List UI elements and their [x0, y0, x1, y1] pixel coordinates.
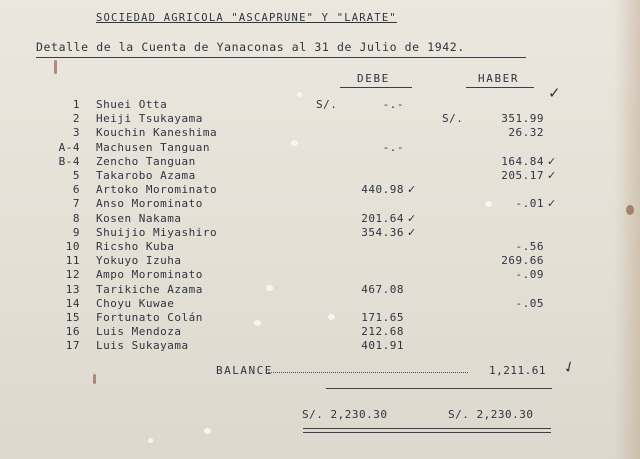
row-number: 6: [72, 183, 80, 196]
row-name: Shuei Otta: [96, 98, 168, 111]
check-mark-icon: ✓: [407, 183, 417, 196]
row-number: 3: [72, 126, 80, 139]
row-number: 10: [65, 240, 80, 253]
totals-double-line-1: [303, 428, 551, 429]
row-name: Anso Morominato: [96, 197, 203, 210]
row-number: 5: [72, 169, 80, 182]
row-name: Shuijio Miyashiro: [96, 226, 218, 239]
debe-column-header: DEBE: [357, 72, 390, 85]
row-name: Luis Mendoza: [96, 325, 182, 338]
row-name: Kosen Nakama: [96, 212, 182, 225]
row-haber-value: -.05: [515, 297, 544, 310]
row-number: A-4: [58, 141, 80, 154]
document-title: SOCIEDAD AGRICOLA "ASCAPRUNE" Y "LARATE": [96, 12, 397, 24]
totals-double-line-2: [303, 432, 551, 433]
punch-hole: [297, 92, 302, 97]
row-number: 2: [72, 112, 80, 125]
row-number: 12: [65, 268, 80, 281]
balance-check-mark: ✓: [559, 356, 579, 378]
row-debe-value: -.-: [382, 98, 404, 111]
row-haber-value: -.01: [515, 197, 544, 210]
document-subtitle: Detalle de la Cuenta de Yanaconas al 31 de Julio de 1942.: [36, 40, 465, 54]
row-debe-value: 401.91: [361, 339, 404, 352]
totals-upper-line: [326, 388, 552, 389]
punch-hole: [291, 140, 298, 146]
punch-hole: [266, 285, 273, 291]
row-name: Luis Sukayama: [96, 339, 189, 352]
row-name: Fortunato Colán: [96, 311, 203, 324]
debe-header-underline: [340, 87, 412, 88]
row-name: Takarobo Azama: [96, 169, 196, 182]
row-number: 8: [72, 212, 80, 225]
row-name: Yokuyo Izuha: [96, 254, 182, 267]
currency-symbol-debe: S/.: [316, 98, 338, 111]
row-haber-value: 269.66: [501, 254, 544, 267]
row-name: Heiji Tsukayama: [96, 112, 203, 125]
row-haber-value: 205.17: [501, 169, 544, 182]
row-name: Zencho Tanguan: [96, 155, 196, 168]
currency-symbol-haber: S/.: [442, 112, 464, 125]
row-name: Choyu Kuwae: [96, 297, 175, 310]
row-name: Ricsho Kuba: [96, 240, 175, 253]
balance-haber-value: 1,211.61: [489, 364, 546, 377]
total-debe: S/. 2,230.30: [302, 408, 388, 421]
ink-stain: [626, 205, 634, 215]
row-debe-value: 212.68: [361, 325, 404, 338]
row-debe-value: 440.98: [361, 183, 404, 196]
row-number: 9: [72, 226, 80, 239]
ink-stain: [54, 60, 57, 74]
row-haber-value: -.56: [515, 240, 544, 253]
row-debe-value: 354.36: [361, 226, 404, 239]
row-debe-value: 467.08: [361, 283, 404, 296]
row-name: Ampo Morominato: [96, 268, 203, 281]
row-number: 17: [65, 339, 80, 352]
row-name: Artoko Morominato: [96, 183, 218, 196]
row-haber-value: 351.99: [501, 112, 544, 125]
row-number: B-4: [58, 155, 80, 168]
check-mark-icon: ✓: [407, 212, 417, 225]
header-check-mark: ✓: [548, 84, 561, 102]
row-name: Machusen Tanguan: [96, 141, 210, 154]
page-edge-shadow: [614, 0, 640, 459]
check-mark-icon: ✓: [547, 169, 557, 182]
row-haber-value: 26.32: [508, 126, 544, 139]
ink-stain: [93, 374, 96, 384]
punch-hole: [254, 320, 261, 326]
row-debe-value: 201.64: [361, 212, 404, 225]
row-haber-value: 164.84: [501, 155, 544, 168]
row-number: 7: [72, 197, 80, 210]
balance-dashed-line: [268, 372, 468, 374]
row-number: 11: [65, 254, 80, 267]
haber-header-underline: [466, 87, 534, 88]
row-name: Tarikiche Azama: [96, 283, 203, 296]
haber-column-header: HABER: [478, 72, 520, 85]
row-number: 14: [65, 297, 80, 310]
row-number: 13: [65, 283, 80, 296]
row-debe-value: -.-: [382, 141, 404, 154]
subtitle-underline: [36, 57, 526, 58]
punch-hole: [204, 428, 211, 434]
check-mark-icon: ✓: [547, 197, 557, 210]
punch-hole: [485, 201, 492, 207]
row-haber-value: -.09: [515, 268, 544, 281]
check-mark-icon: ✓: [407, 226, 417, 239]
total-haber: S/. 2,230.30: [448, 408, 534, 421]
row-name: Kouchin Kaneshima: [96, 126, 218, 139]
row-debe-value: 171.65: [361, 311, 404, 324]
row-number: 15: [65, 311, 80, 324]
punch-hole: [148, 438, 153, 443]
row-number: 16: [65, 325, 80, 338]
row-number: 1: [72, 98, 80, 111]
balance-label: BALANCE: [216, 364, 273, 377]
punch-hole: [328, 314, 335, 320]
check-mark-icon: ✓: [547, 155, 557, 168]
